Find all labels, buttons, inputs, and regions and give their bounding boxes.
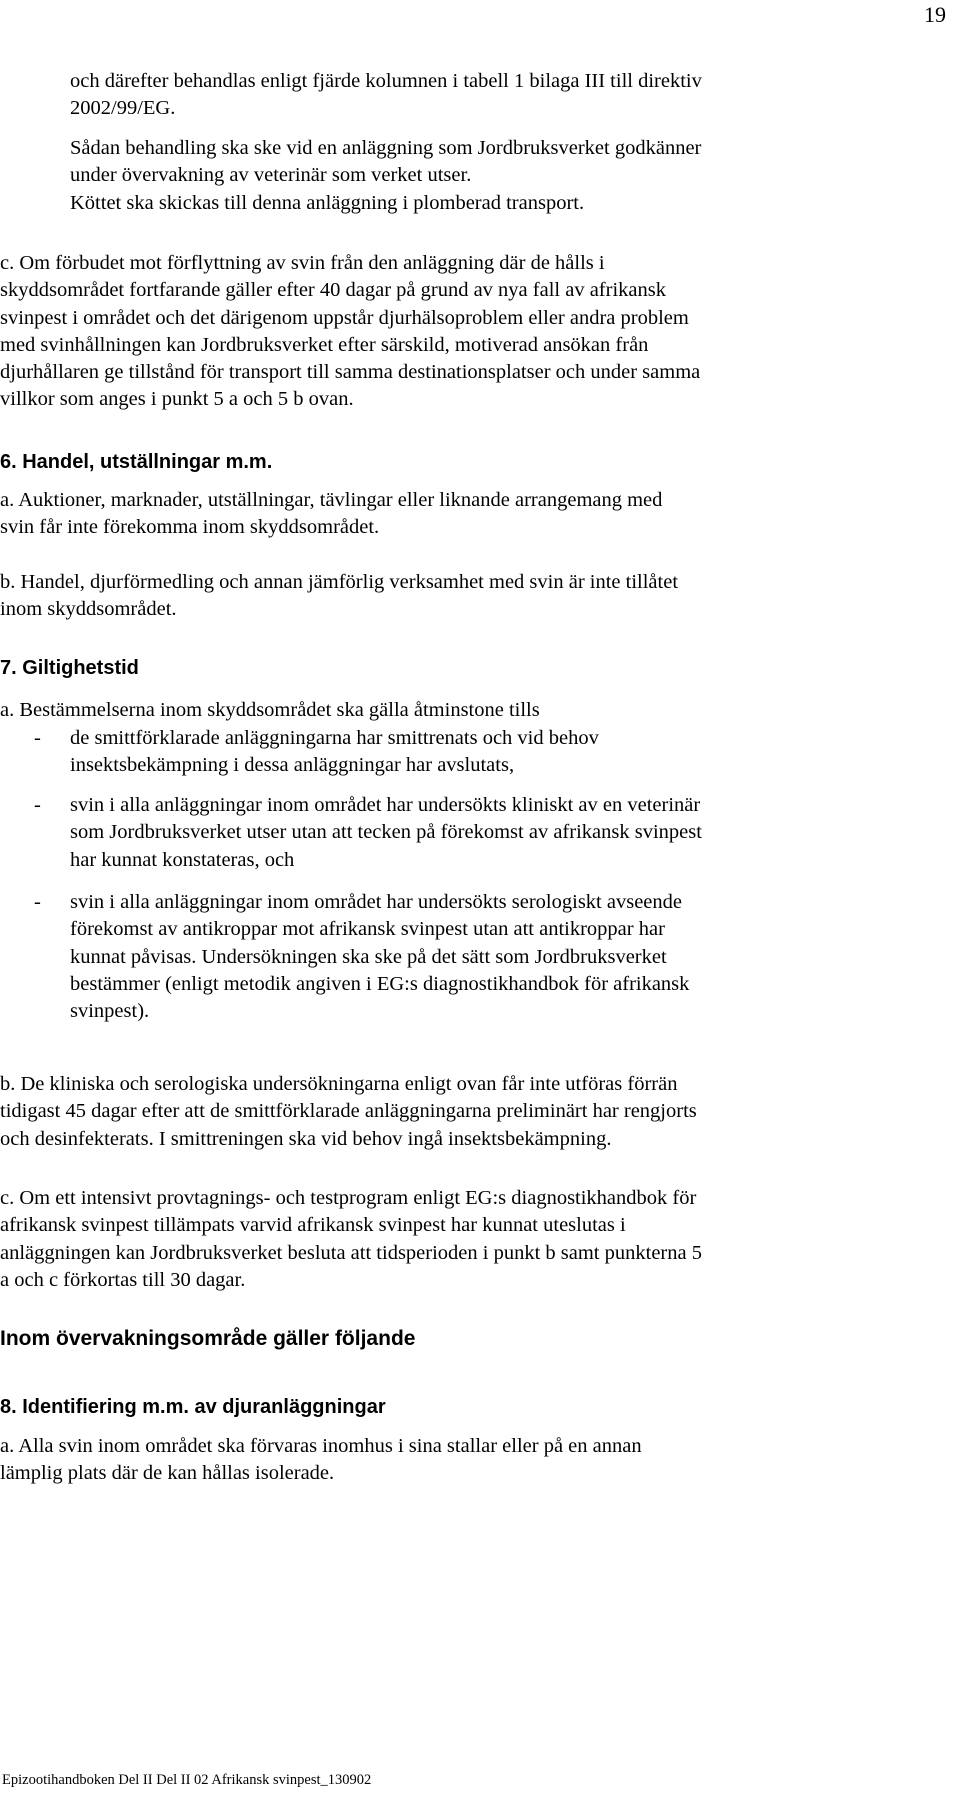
text-line: de smittförklarade anläggningarna har smittrenats och vid behov [70, 727, 599, 749]
text-line: villkor som anges i punkt 5 a och 5 b ovan. [0, 388, 354, 411]
page-number: 19 [924, 2, 946, 27]
text-line: och därefter behandlas enligt fjärde kolumnen i tabell 1 bilaga III till direktiv [70, 70, 702, 92]
text-line: anläggningen kan Jordbruksverket besluta att tidsperioden i punkt b samt punkterna 5 [0, 1241, 702, 1264]
text-line: har kunnat konstateras, och [70, 848, 295, 871]
text-line: a. Bestämmelserna inom skyddsområdet ska gälla åtminstone tills [0, 699, 540, 721]
paragraph-5c [0, 250, 700, 414]
bullet-dash: - [34, 727, 41, 749]
text-line: 2002/99/EG. [70, 97, 176, 120]
paragraph-6b [0, 569, 678, 624]
text-line: b. Handel, djurförmedling och annan jämförlig verksamhet med svin är inte tillåtet [0, 571, 679, 593]
text-line: c. Om ett intensivt provtagnings- och testprogram enligt EG:s diagnostikhandbok för [0, 1187, 697, 1209]
bullet-item-1 [70, 725, 599, 780]
text-line: och desinfekterats. I smittreningen ska vid behov ingå insektsbekämpning. [0, 1127, 612, 1150]
text-line: b. De kliniska och serologiska undersökningarna enligt ovan får inte utföras förrän [0, 1073, 678, 1095]
text-line: under övervakning av veterinär som verket utser. [70, 164, 472, 187]
text-line: djurhållaren ge tillstånd för transport till samma destinationsplatser och under samma [0, 361, 701, 384]
paragraph-7b [0, 1071, 697, 1153]
intro-paragraph-1 [70, 68, 702, 123]
section-heading-8: 8. Identifiering m.m. av djuranläggningar [0, 1396, 386, 1418]
page-footer: Epizootihandboken Del II Del II 02 Afrikansk svinpest_130902 [2, 1772, 372, 1788]
text-line: a. Auktioner, marknader, utställningar, tävlingar eller liknande arrangemang med [0, 489, 663, 511]
text-line: a och c förkortas till 30 dagar. [0, 1268, 246, 1291]
text-line: skyddsområdet fortfarande gäller efter 40 dagar på grund av nya fall av afrikansk [0, 279, 666, 302]
text-line: svinpest i området och det därigenom uppstår djurhälsoproblem eller andra problem [0, 306, 689, 329]
text-line: lämplig plats där de kan hållas isolerade. [0, 1462, 335, 1485]
paragraph-7c [0, 1185, 702, 1294]
bullet-item-3 [70, 889, 689, 1025]
text-line: afrikansk svinpest tillämpats varvid afrikansk svinpest har kunnat uteslutas i [0, 1214, 626, 1237]
paragraph-7a [0, 697, 540, 724]
text-line: c. Om förbudet mot förflyttning av svin från den anläggning där de hålls i [0, 252, 605, 274]
text-line: tidigast 45 dagar efter att de smittförklarade anläggningarna preliminärt har rengjorts [0, 1100, 697, 1123]
intro-paragraph-2 [70, 135, 701, 217]
text-line: svin i alla anläggningar inom området har undersökts kliniskt av en veterinär [70, 794, 701, 816]
section-heading-7: 7. Giltighetstid [0, 657, 139, 679]
text-line: som Jordbruksverket utser utan att tecken på förekomst av afrikansk svinpest [70, 821, 702, 844]
section-heading-6: 6. Handel, utställningar m.m. [0, 451, 273, 473]
text-line: a. Alla svin inom området ska förvaras inomhus i sina stallar eller på en annan [0, 1435, 642, 1457]
text-line: Köttet ska skickas till denna anläggning i plomberad transport. [70, 191, 585, 214]
text-line: med svinhållningen kan Jordbruksverket efter särskild, motiverad ansökan från [0, 333, 649, 356]
text-line: förekomst av antikroppar mot afrikansk svinpest utan att antikroppar har [70, 918, 665, 941]
text-line: inom skyddsområdet. [0, 598, 177, 621]
section-heading-surveillance: Inom övervakningsområde gäller följande [0, 1327, 416, 1350]
bullet-dash: - [34, 794, 41, 816]
paragraph-6a [0, 487, 662, 542]
bullet-dash: - [34, 891, 41, 913]
text-line: svin får inte förekomma inom skyddsområdet. [0, 516, 380, 539]
text-line: svinpest). [70, 1000, 150, 1023]
text-line: insektsbekämpning i dessa anläggningar har avslutats, [70, 754, 515, 777]
text-line: kunnat påvisas. Undersökningen ska ske på det sätt som Jordbruksverket [70, 945, 667, 968]
bullet-item-2 [70, 792, 702, 874]
paragraph-8a [0, 1433, 642, 1488]
text-line: Sådan behandling ska ske vid en anläggning som Jordbruksverket godkänner [70, 137, 702, 159]
text-line: bestämmer (enligt metodik angiven i EG:s diagnostikhandbok för afrikansk [70, 972, 690, 995]
text-line: svin i alla anläggningar inom området har undersökts serologiskt avseende [70, 891, 682, 913]
